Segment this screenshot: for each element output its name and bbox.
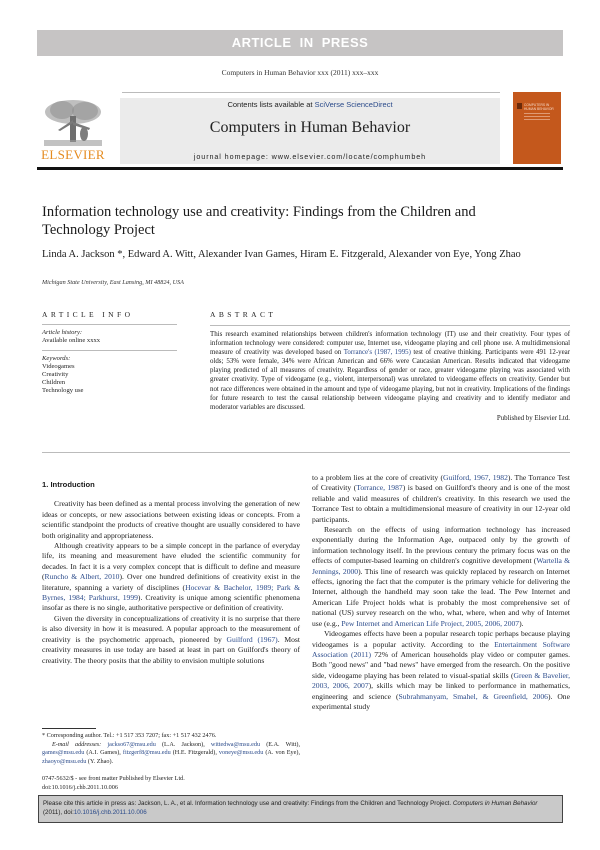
body-column-right (312, 473, 570, 712)
cover-title: COMPUTERS IN HUMAN BEHAVIOR (524, 103, 554, 111)
citation-link[interactable]: Guilford, 1967, 1982 (443, 473, 508, 482)
email-owner: (A.I. Games), (84, 749, 123, 757)
citation-link[interactable]: Runcho & Albert, 2010 (44, 572, 120, 582)
paragraph (312, 629, 570, 712)
text: 72% of American households play video or computer games. Both "good news" and "bad news" have emerged from the research. On the positive side, videogame playing has been related to visual-spatial skills ( (312, 649, 570, 680)
text: . Most creativity measures in use today are based at least in part on Guilford's theory of creativity. The theory posits that the ability to envision multiple solutions (42, 634, 300, 665)
info-rule (42, 350, 177, 351)
keyword: Children (42, 379, 66, 386)
journal-title: Computers in Human Behavior (209, 119, 411, 136)
email-addresses (42, 741, 300, 767)
issn-line: 0747-5632/$ - see front matter Published by Elsevier Ltd. (42, 775, 185, 782)
email-link[interactable]: wittedwa@msu.edu (210, 740, 261, 748)
text: ). (519, 618, 524, 628)
abstract-rule (210, 325, 570, 326)
email-owner: (Y. Zhao). (86, 757, 114, 765)
publisher-note: Published by Elsevier Ltd. (496, 414, 570, 422)
article-info-panel (42, 310, 197, 395)
elsevier-wordmark: ELSEVIER (41, 147, 105, 162)
sciencedirect-link[interactable]: SciVerse ScienceDirect (314, 100, 393, 109)
journal-homepage-link[interactable]: journal homepage: www.elsevier.com/locate/comphumbeh (193, 152, 427, 161)
citation-link[interactable]: Guilford (1967) (226, 634, 278, 644)
doi-line[interactable]: doi:10.1016/j.chb.2011.10.006 (42, 783, 118, 791)
citation-link[interactable]: Torrance, 1987 (356, 483, 403, 493)
citation-link[interactable]: Pew Internet and American Life Project, 2005, 2006, 2007 (341, 618, 520, 628)
journal-info-box (120, 98, 500, 164)
text: Given the diversity in conceptualizations of creativity it is no surprise that there is also diversity in how it is measured. A popular approach to the measurement of creativity is the psychometric approach, pioneered by (42, 613, 300, 644)
email-link[interactable]: voneye@msu.edu (218, 749, 264, 757)
abstract-heading: ABSTRACT (210, 310, 277, 319)
journal-cover-thumbnail[interactable] (513, 92, 561, 164)
cite-text: Please cite this article in press as: Jackson, L. A., et al. Information technology use and creativity: Findings from the Children and Technology Project. (43, 800, 453, 807)
keyword: Creativity (42, 371, 69, 378)
paragraph (42, 541, 300, 614)
citation-link[interactable]: Hocevar & Bachelor, 1989; Park & Byrnes, 1984; Parkhurst, 1999 (42, 582, 300, 603)
front-matter (42, 775, 300, 792)
email-owner: (L.A. Jackson), (155, 740, 211, 748)
citation-box (38, 795, 563, 823)
text: Videogames effects have been a popular research topic perhaps because playing videogames is a popular activity. According to the (312, 629, 570, 649)
email-owner: (H.E. Fitzgerald), (170, 749, 219, 757)
abstract-panel (210, 310, 570, 422)
text: Research on the effects of using information technology has increased exponentially during the Information Age, outpaced only by the growth of information technology itself. In the previous century the primary focus was on the effects of computer-based learning on children's cognitive development ( (312, 525, 570, 566)
article-in-press-banner: ARTICLE IN PRESS (37, 30, 563, 56)
author-list: Linda A. Jackson *, Edward A. Witt, Alexander Ivan Games, Hiram E. Fitzgerald, Alexander von Eye, Yong Zhao (42, 249, 521, 260)
elsevier-tree-icon (40, 98, 106, 148)
text: Although creativity appears to be a simple concept in the parlance of everyday life, its meaning and measurement have eluded the scientific community for decades. In fact it is a very complex concept that is difficult to define and measure ( (42, 541, 300, 582)
text: ), skills which may be linked to performance in mathematics, engineering and science ( (312, 681, 570, 701)
paragraph: Creativity has been defined as a mental process involving the generation of new ideas or concepts, or new associations between existing ideas or concepts. From a scientific standpoint the products of creative thought are usually considered to have both originality and appropriateness. (42, 499, 300, 540)
history-value: Available online xxxx (42, 337, 101, 344)
email-link[interactable]: zhaoyo@msu.edu (42, 757, 87, 765)
journal-masthead (37, 92, 563, 164)
affiliation: Michigan State University, East Lansing, MI 48824, USA (42, 279, 184, 286)
text: ). Over one hundred definitions of creativity exist in the literature, spanning a variety of disciplines ( (42, 572, 300, 592)
email-link[interactable]: games@msu.edu (42, 749, 85, 757)
article-info-heading: ARTICLE INFO (42, 310, 134, 319)
text: to a problem lies at the core of creativity ( (312, 473, 444, 482)
keyword: Technology use (42, 387, 84, 394)
masthead-divider (37, 167, 563, 170)
cite-text: (2011), doi: (43, 809, 74, 816)
email-link[interactable]: jackso67@msu.edu (107, 740, 156, 748)
cover-text-lines (524, 113, 550, 122)
citation-link[interactable]: Entertainment Software Association (2011) (312, 639, 570, 659)
footnotes (42, 732, 300, 766)
torrance-citation-link[interactable]: Torrance's (1987, 1995) (343, 349, 411, 357)
history-label: Article history: (42, 329, 83, 336)
abstract-bottom-rule (42, 452, 570, 453)
citation-link[interactable]: Subrahmanyam, Smahel, & Greenfield, 2006 (398, 691, 548, 701)
paragraph (312, 473, 570, 525)
contents-prefix: Contents lists available at (227, 100, 315, 109)
email-owner: (E.A. Witt), (260, 740, 300, 748)
abstract-text-part: test of creative thinking. Participants were 491 12-year olds; 53% were female, 34% were African American and 66% were Caucasian American. Results indicated that videogame playing predicted of all measures of creativity. Regardless of gender or race, greater videogame playing was associated with greater creativity. Type of videogame (e.g., violent, interpersonal) was unrelated to videogame effects on creativity. Gender but not race differences were obtained in the amount and type of videogame playing, but not in creativity. Implications of the findings for future research to test the causal relationship between videogame playing and creativity and to identify mediator and moderator variables are discussed. (210, 349, 570, 411)
email-label: E-mail addresses: (52, 740, 102, 748)
text: ) is based on Guilford's theory and is one of the most reliable and valid measures of children's creativity. In this research we used the Torrance Test to obtain a multidimensional measure of creativity in our 12-year old participants. (312, 483, 570, 524)
keyword: Videogames (42, 363, 75, 370)
running-citation: Computers in Human Behavior xxx (2011) xxx–xxx (221, 68, 379, 77)
elsevier-logo[interactable] (40, 98, 106, 162)
body-column-left (42, 480, 300, 666)
keywords-label: Keywords: (42, 355, 71, 362)
contents-availability (120, 100, 500, 109)
doi-link[interactable]: 10.1016/j.chb.2011.10.006 (73, 809, 147, 816)
masthead-top-rule (122, 92, 500, 93)
email-link[interactable]: fitzgerf8@msu.edu (122, 749, 171, 757)
email-owner: (A. von Eye), (263, 749, 300, 757)
text: ). This line of research was quickly replaced by research on Internet effects, ignoring the fact that the computer is the primary vehicle for delivering the Internet, although the handheld may soon take the lead. The Pew Internet and American Life Project holds what is probably the most comprehensive set of national (US) survey research on the who, what, where, when and why of Internet use (e.g., (312, 566, 570, 628)
cite-journal: Computers in Human Behavior (452, 800, 538, 807)
article-title: Information technology use and creativity: Findings from the Children and Technology Project (42, 204, 476, 238)
footnote-rule (42, 728, 96, 729)
paragraph (42, 614, 300, 666)
paragraph (312, 525, 570, 629)
text: ). One experimental study (312, 691, 570, 711)
abstract-text (210, 330, 570, 412)
text: ). The Torrance Test of Creativity ( (312, 473, 570, 493)
cover-logo-icon (517, 103, 522, 109)
section-heading-introduction: 1. Introduction (42, 480, 95, 489)
text: ). Creativity is unique among scientific phenomena insofar as there is no single, authoritative perspective or definition of creativity. (42, 593, 300, 613)
corresponding-author-note: * Corresponding author. Tel.: +1 517 353 7207; fax: +1 517 432 2476. (42, 732, 217, 739)
citation-link[interactable]: Wartella & Jennings, 2000 (312, 556, 570, 576)
abstract-text-part: This research examined relationships between children's information technology (IT) use and their creativity. Four types of information technology were considered: computer use, Internet use, videogame playing and cell phone use. A multidimensional measure of creativity was developed based on (210, 331, 570, 357)
citation-link[interactable]: Green & Bavelier, 2003, 2006, 2007 (312, 670, 571, 691)
info-rule (42, 324, 177, 325)
